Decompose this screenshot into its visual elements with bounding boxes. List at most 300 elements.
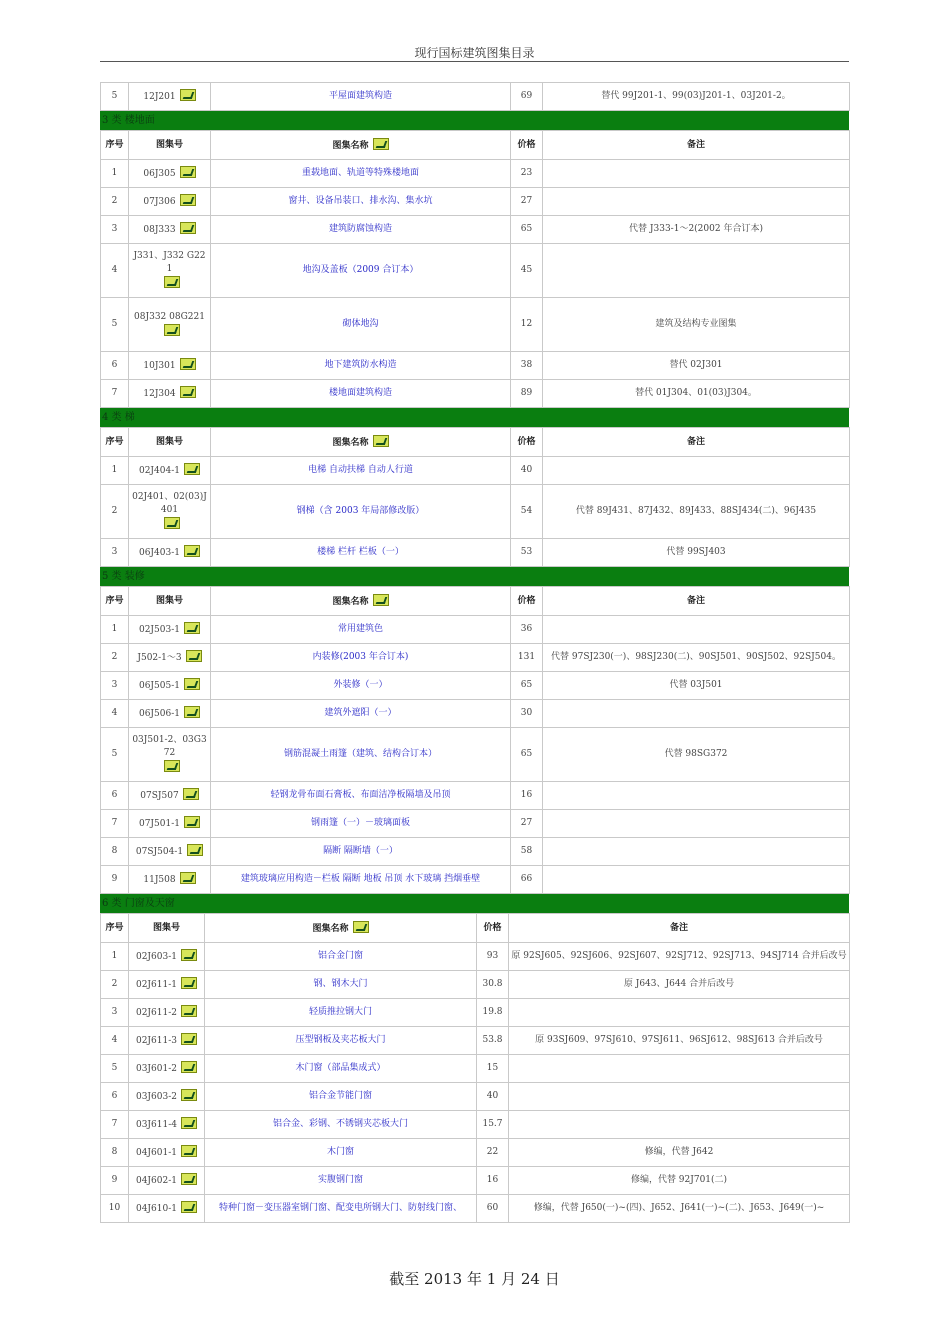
price: 36 xyxy=(511,616,543,644)
atlas-code-text: 02J611-1 xyxy=(135,980,177,990)
row-number: 8 xyxy=(101,838,129,866)
price: 65 xyxy=(511,216,543,244)
column-header-label: 价格 xyxy=(517,139,536,150)
download-icon[interactable] xyxy=(180,222,196,234)
price: 38 xyxy=(511,352,543,380)
row-number: 1 xyxy=(101,160,129,188)
atlas-code xyxy=(129,810,211,838)
price: 53.8 xyxy=(477,1027,509,1055)
column-header-label: 图集号 xyxy=(152,922,180,933)
note xyxy=(543,782,850,810)
atlas-code-text: 06J505-1 xyxy=(138,681,180,691)
row-number: 2 xyxy=(101,188,129,216)
row-number: 3 xyxy=(101,999,129,1027)
atlas-code-text: 03J611-4 xyxy=(135,1120,177,1130)
column-header-label: 备注 xyxy=(686,595,705,606)
atlas-code-text: 12J201 xyxy=(143,92,176,102)
column-header-price xyxy=(511,131,543,160)
download-icon[interactable] xyxy=(353,921,369,933)
column-header-label: 图集号 xyxy=(155,595,183,606)
price: 27 xyxy=(511,188,543,216)
table-row xyxy=(101,1167,850,1195)
atlas-name-link[interactable]: 木门窗 xyxy=(205,1139,477,1167)
table-header-row xyxy=(101,428,850,457)
note xyxy=(509,999,850,1027)
download-icon[interactable] xyxy=(180,194,196,206)
table-row xyxy=(101,728,850,782)
price: 19.8 xyxy=(477,999,509,1027)
note: 修编，代替 J650(一)~(四)、J652、J641(一)~(二)、J653、J649(一)~ xyxy=(509,1195,850,1223)
download-icon[interactable] xyxy=(181,1145,197,1157)
section-title-bar: 4 类 梯 xyxy=(100,408,849,427)
download-icon[interactable] xyxy=(373,435,389,447)
atlas-code-text: 07J501-1 xyxy=(138,819,180,829)
column-header-price xyxy=(477,914,509,943)
atlas-code xyxy=(129,1111,205,1139)
atlas-code-text: 02J404-1 xyxy=(138,466,180,476)
download-icon[interactable] xyxy=(164,760,180,772)
price: 16 xyxy=(511,782,543,810)
download-icon[interactable] xyxy=(181,1061,197,1073)
download-icon[interactable] xyxy=(373,138,389,150)
row-number: 5 xyxy=(101,1055,129,1083)
catalog-table xyxy=(100,427,850,567)
note: 代替 03J501 xyxy=(543,672,850,700)
table-row xyxy=(101,1083,850,1111)
download-icon[interactable] xyxy=(373,594,389,606)
row-number: 7 xyxy=(101,380,129,408)
atlas-code xyxy=(129,672,211,700)
atlas-name-link[interactable]: 木门窗（部品集成式） xyxy=(205,1055,477,1083)
download-icon[interactable] xyxy=(180,89,196,101)
row-number: 8 xyxy=(101,1139,129,1167)
row-number: 4 xyxy=(101,244,129,298)
row-number: 5 xyxy=(101,83,129,111)
table-row xyxy=(101,539,850,567)
column-header-label: 图集号 xyxy=(155,436,183,447)
price: 12 xyxy=(511,298,543,352)
price: 66 xyxy=(511,866,543,894)
row-number: 4 xyxy=(101,700,129,728)
row-number: 2 xyxy=(101,644,129,672)
column-header-label: 序号 xyxy=(105,595,124,606)
price: 40 xyxy=(477,1083,509,1111)
row-number: 2 xyxy=(101,971,129,999)
note xyxy=(543,838,850,866)
table-row xyxy=(101,160,850,188)
atlas-code xyxy=(129,457,211,485)
catalog-content xyxy=(100,82,849,1223)
atlas-code xyxy=(129,943,205,971)
note xyxy=(543,700,850,728)
row-number: 3 xyxy=(101,672,129,700)
column-header-price xyxy=(511,428,543,457)
note: 代替 97SJ230(一)、98SJ230(二)、90SJ501、90SJ502、92SJ504。 xyxy=(543,644,850,672)
atlas-code xyxy=(129,188,211,216)
atlas-name-link[interactable]: 建筑外遮阳（一） xyxy=(211,700,511,728)
atlas-code xyxy=(129,999,205,1027)
column-header-no xyxy=(101,587,129,616)
download-icon[interactable] xyxy=(184,622,200,634)
price: 60 xyxy=(477,1195,509,1223)
atlas-code xyxy=(129,728,211,782)
price: 15.7 xyxy=(477,1111,509,1139)
atlas-name-link[interactable]: 地沟及盖板（2009 合订本） xyxy=(211,244,511,298)
download-icon[interactable] xyxy=(184,463,200,475)
note xyxy=(543,188,850,216)
price: 65 xyxy=(511,672,543,700)
price: 40 xyxy=(511,457,543,485)
table-row xyxy=(101,999,850,1027)
atlas-code xyxy=(129,1195,205,1223)
atlas-code xyxy=(129,866,211,894)
price: 131 xyxy=(511,644,543,672)
atlas-code xyxy=(129,700,211,728)
atlas-name-link[interactable]: 砌体地沟 xyxy=(211,298,511,352)
atlas-code-text: 06J305 xyxy=(143,169,176,179)
price: 65 xyxy=(511,728,543,782)
table-row xyxy=(101,838,850,866)
atlas-code-text: 03J501-2、03G372 xyxy=(132,735,207,758)
atlas-code-text: J331、J332 G221 xyxy=(133,251,206,274)
table-header-row xyxy=(101,587,850,616)
column-header-note xyxy=(543,428,850,457)
price: 89 xyxy=(511,380,543,408)
atlas-name-link[interactable]: 窗井、设备吊装口、排水沟、集水坑 xyxy=(211,188,511,216)
column-header-label: 图集名称 xyxy=(312,923,349,934)
atlas-code-text: 02J611-2 xyxy=(135,1008,177,1018)
atlas-code-text: 07SJ504-1 xyxy=(135,847,184,857)
column-header-label: 备注 xyxy=(669,922,688,933)
note xyxy=(543,866,850,894)
note xyxy=(543,160,850,188)
table-row xyxy=(101,457,850,485)
atlas-name-link[interactable]: 重载地面、轨道等特殊楼地面 xyxy=(211,160,511,188)
column-header-label: 图集名称 xyxy=(332,437,369,448)
note: 代替 J333-1～2(2002 年合订本) xyxy=(543,216,850,244)
row-number: 10 xyxy=(101,1195,129,1223)
atlas-name-link[interactable]: 铝合金节能门窗 xyxy=(205,1083,477,1111)
note xyxy=(543,244,850,298)
atlas-name-link[interactable]: 地下建筑防水构造 xyxy=(211,352,511,380)
price: 53 xyxy=(511,539,543,567)
atlas-code xyxy=(129,971,205,999)
download-icon[interactable] xyxy=(187,844,203,856)
atlas-name-link[interactable]: 特种门窗－变压器室钢门窗、配变电所钢大门、防射线门窗、 xyxy=(205,1195,477,1223)
table-header-row xyxy=(101,131,850,160)
column-header-code xyxy=(129,428,211,457)
table-row xyxy=(101,971,850,999)
note: 修编，代替 92J701(二) xyxy=(509,1167,850,1195)
atlas-name-link[interactable]: 隔断 隔断墙（一） xyxy=(211,838,511,866)
price: 93 xyxy=(477,943,509,971)
table-row xyxy=(101,616,850,644)
atlas-name-link[interactable]: 轻质推拉钢大门 xyxy=(205,999,477,1027)
atlas-code-text: 03J603-2 xyxy=(135,1092,177,1102)
note xyxy=(543,616,850,644)
download-icon[interactable] xyxy=(181,1005,197,1017)
column-header-label: 序号 xyxy=(105,139,124,150)
row-number: 3 xyxy=(101,216,129,244)
price: 22 xyxy=(477,1139,509,1167)
download-icon[interactable] xyxy=(184,678,200,690)
atlas-code-text: 03J601-2 xyxy=(135,1064,177,1074)
price: 30 xyxy=(511,700,543,728)
row-number: 6 xyxy=(101,352,129,380)
atlas-code-text: 06J403-1 xyxy=(138,548,180,558)
table-row xyxy=(101,83,850,111)
catalog-table xyxy=(100,586,850,894)
atlas-name-link[interactable]: 常用建筑色 xyxy=(211,616,511,644)
atlas-code xyxy=(129,782,211,810)
column-header-no xyxy=(101,131,129,160)
atlas-code xyxy=(129,485,211,539)
atlas-name-link[interactable]: 钢梯（含 2003 年局部修改版） xyxy=(211,485,511,539)
table-row xyxy=(101,1027,850,1055)
download-icon[interactable] xyxy=(181,1173,197,1185)
download-icon[interactable] xyxy=(181,1117,197,1129)
download-icon[interactable] xyxy=(181,1089,197,1101)
atlas-code xyxy=(129,539,211,567)
atlas-code xyxy=(129,1083,205,1111)
table-row xyxy=(101,352,850,380)
column-header-label: 价格 xyxy=(517,595,536,606)
price: 58 xyxy=(511,838,543,866)
atlas-code-text: 02J503-1 xyxy=(138,625,180,635)
download-icon[interactable] xyxy=(164,324,180,336)
atlas-code-text: 04J601-1 xyxy=(135,1148,177,1158)
table-row xyxy=(101,672,850,700)
table-row xyxy=(101,644,850,672)
row-number: 1 xyxy=(101,943,129,971)
atlas-code-text: 08J332 08G221 xyxy=(134,311,205,322)
atlas-code-text: 02J603-1 xyxy=(135,952,177,962)
atlas-name-link[interactable]: 建筑玻璃应用构造－栏板 隔断 地板 吊顶 水下玻璃 挡烟垂壁 xyxy=(211,866,511,894)
row-number: 3 xyxy=(101,539,129,567)
note: 原 92SJ605、92SJ606、92SJ607、92SJ712、92SJ713、94SJ714 合并后改号 xyxy=(509,943,850,971)
atlas-name-link[interactable]: 建筑防腐蚀构造 xyxy=(211,216,511,244)
column-header-note xyxy=(509,914,850,943)
atlas-name-link[interactable]: 钢筋混凝土雨篷（建筑、结构合订本） xyxy=(211,728,511,782)
atlas-code xyxy=(129,298,211,352)
atlas-name-link[interactable]: 平屋面建筑构造 xyxy=(211,83,511,111)
atlas-code xyxy=(129,1167,205,1195)
atlas-name-link[interactable]: 外装修（一） xyxy=(211,672,511,700)
note: 建筑及结构专业图集 xyxy=(543,298,850,352)
page-footer: 截至 2013 年 1 月 24 日 xyxy=(389,1270,560,1288)
atlas-code xyxy=(129,1055,205,1083)
note: 代替 99SJ403 xyxy=(543,539,850,567)
download-icon[interactable] xyxy=(181,977,197,989)
section-title-bar: 6 类 门窗及天窗 xyxy=(100,894,849,913)
note xyxy=(509,1055,850,1083)
atlas-name-link[interactable]: 楼梯 栏杆 栏板（一） xyxy=(211,539,511,567)
column-header-code xyxy=(129,914,205,943)
note: 替代 02J301 xyxy=(543,352,850,380)
row-number: 1 xyxy=(101,457,129,485)
table-row xyxy=(101,1111,850,1139)
atlas-code xyxy=(129,1027,205,1055)
column-header-label: 序号 xyxy=(105,922,124,933)
row-number: 9 xyxy=(101,866,129,894)
column-header-name xyxy=(211,428,511,457)
column-header-name xyxy=(205,914,477,943)
atlas-name-link[interactable]: 铝合金、彩钢、不锈钢夹芯板大门 xyxy=(205,1111,477,1139)
atlas-code xyxy=(129,216,211,244)
atlas-code-text: 10J301 xyxy=(143,361,176,371)
table-row xyxy=(101,485,850,539)
row-number: 6 xyxy=(101,1083,129,1111)
column-header-name xyxy=(211,131,511,160)
atlas-code-text: 04J602-1 xyxy=(135,1176,177,1186)
note xyxy=(543,457,850,485)
download-icon[interactable] xyxy=(181,1033,197,1045)
table-row xyxy=(101,782,850,810)
row-number: 6 xyxy=(101,782,129,810)
column-header-no xyxy=(101,914,129,943)
price: 54 xyxy=(511,485,543,539)
table-row xyxy=(101,866,850,894)
atlas-code-text: 12J304 xyxy=(143,389,176,399)
column-header-note xyxy=(543,587,850,616)
price: 30.8 xyxy=(477,971,509,999)
table-row xyxy=(101,700,850,728)
atlas-code-text: 06J506-1 xyxy=(138,709,180,719)
section-title-bar: 5 类 装修 xyxy=(100,567,849,586)
download-icon[interactable] xyxy=(181,1201,197,1213)
download-icon[interactable] xyxy=(180,386,196,398)
table-row xyxy=(101,188,850,216)
note: 原 93SJ609、97SJ610、97SJ611、96SJ612、98SJ613 合并后改号 xyxy=(509,1027,850,1055)
atlas-code-text: 11J508 xyxy=(143,875,176,885)
table-header-row xyxy=(101,914,850,943)
note xyxy=(509,1111,850,1139)
section-title-bar: 3 类 楼地面 xyxy=(100,111,849,130)
atlas-code xyxy=(129,160,211,188)
atlas-code-text: 07J306 xyxy=(143,197,176,207)
row-number: 5 xyxy=(101,298,129,352)
download-icon[interactable] xyxy=(184,706,200,718)
note: 原 J643、J644 合并后改号 xyxy=(509,971,850,999)
column-header-label: 价格 xyxy=(483,922,502,933)
catalog-table xyxy=(100,913,850,1223)
download-icon[interactable] xyxy=(186,650,202,662)
column-header-note xyxy=(543,131,850,160)
column-header-no xyxy=(101,428,129,457)
catalog-table-continued xyxy=(100,82,850,111)
download-icon[interactable] xyxy=(180,166,196,178)
header-rule xyxy=(100,61,849,62)
atlas-code xyxy=(129,644,211,672)
row-number: 7 xyxy=(101,810,129,838)
table-row xyxy=(101,943,850,971)
atlas-code-text: 08J333 xyxy=(143,225,176,235)
atlas-name-link[interactable]: 实腹钢门窗 xyxy=(205,1167,477,1195)
atlas-code-text: 07SJ507 xyxy=(140,791,179,801)
atlas-name-link[interactable]: 轻钢龙骨布面石膏板、布面洁净板隔墙及吊顶 xyxy=(211,782,511,810)
atlas-code xyxy=(129,1139,205,1167)
atlas-code xyxy=(129,838,211,866)
download-icon[interactable] xyxy=(181,949,197,961)
atlas-code-text: 02J611-3 xyxy=(135,1036,177,1046)
download-icon[interactable] xyxy=(184,545,200,557)
note xyxy=(543,810,850,838)
row-number: 4 xyxy=(101,1027,129,1055)
column-header-price xyxy=(511,587,543,616)
column-header-label: 图集名称 xyxy=(332,140,369,151)
atlas-name-link[interactable]: 楼地面建筑构造 xyxy=(211,380,511,408)
column-header-label: 备注 xyxy=(686,436,705,447)
atlas-name-link[interactable]: 内装修(2003 年合订本) xyxy=(211,644,511,672)
price: 16 xyxy=(477,1167,509,1195)
atlas-name-link[interactable]: 压型钢板及夹芯板大门 xyxy=(205,1027,477,1055)
download-icon[interactable] xyxy=(164,276,180,288)
atlas-code-text: J502-1～3 xyxy=(137,653,182,663)
table-row xyxy=(101,1195,850,1223)
table-row xyxy=(101,380,850,408)
note: 代替 89J431、87J432、89J433、88SJ434(二)、96J435 xyxy=(543,485,850,539)
atlas-name-link[interactable]: 铝合金门窗 xyxy=(205,943,477,971)
atlas-code xyxy=(129,244,211,298)
atlas-code-text: 02J401、02(03)J401 xyxy=(132,492,207,515)
atlas-name-link[interactable]: 电梯 自动扶梯 自动人行道 xyxy=(211,457,511,485)
note: 替代 01J304、01(03)J304。 xyxy=(543,380,850,408)
download-icon[interactable] xyxy=(180,872,196,884)
download-icon[interactable] xyxy=(164,517,180,529)
column-header-code xyxy=(129,587,211,616)
row-number: 7 xyxy=(101,1111,129,1139)
catalog-table xyxy=(100,130,850,408)
page-header: 现行国标建筑图集目录 xyxy=(414,46,535,60)
download-icon[interactable] xyxy=(184,816,200,828)
atlas-code xyxy=(129,380,211,408)
price: 27 xyxy=(511,810,543,838)
atlas-code-text: 04J610-1 xyxy=(135,1204,177,1214)
price: 69 xyxy=(511,83,543,111)
table-row xyxy=(101,1139,850,1167)
row-number: 1 xyxy=(101,616,129,644)
table-row xyxy=(101,810,850,838)
row-number: 2 xyxy=(101,485,129,539)
download-icon[interactable] xyxy=(180,358,196,370)
atlas-code xyxy=(129,352,211,380)
column-header-label: 图集名称 xyxy=(332,596,369,607)
table-row xyxy=(101,1055,850,1083)
download-icon[interactable] xyxy=(183,788,199,800)
price: 23 xyxy=(511,160,543,188)
atlas-code xyxy=(129,616,211,644)
row-number: 5 xyxy=(101,728,129,782)
price: 45 xyxy=(511,244,543,298)
note: 修编，代替 J642 xyxy=(509,1139,850,1167)
row-number: 9 xyxy=(101,1167,129,1195)
column-header-label: 备注 xyxy=(686,139,705,150)
note xyxy=(509,1083,850,1111)
note: 代替 98SG372 xyxy=(543,728,850,782)
column-header-label: 图集号 xyxy=(155,139,183,150)
atlas-code xyxy=(129,83,211,111)
column-header-label: 序号 xyxy=(105,436,124,447)
column-header-name xyxy=(211,587,511,616)
column-header-label: 价格 xyxy=(517,436,536,447)
table-row xyxy=(101,216,850,244)
atlas-name-link[interactable]: 钢、钢木大门 xyxy=(205,971,477,999)
table-row xyxy=(101,298,850,352)
table-row xyxy=(101,244,850,298)
price: 15 xyxy=(477,1055,509,1083)
atlas-name-link[interactable]: 钢雨篷（一）－玻璃面板 xyxy=(211,810,511,838)
column-header-code xyxy=(129,131,211,160)
